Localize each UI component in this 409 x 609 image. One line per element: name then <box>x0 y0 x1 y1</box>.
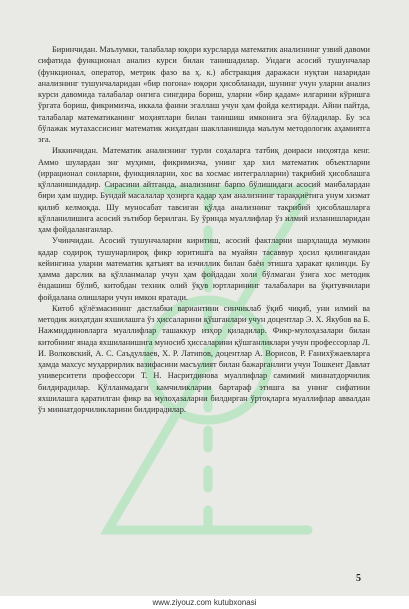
body-text <box>38 44 370 415</box>
paragraph-1: Биринчидан. Маълумки, талабалар юқори курсларда математик анализнинг узвий давоми сифатида функционал анализ курси билан танишадилар. Ундаги асосий тушунчалар (функционал, оператор, метрик фазо ва ҳ. к.) абстракция даражаси нуқтаи назаридан анализнинг тушунчаларидан «бир погона» юқори ҳисобланади, шунинг учун уларни анализ курси давомида талабалар онгига сингдира бориш, уларни «бир қадам» илгарини кўришга ўргата бориш, фикримизча, иккала фанни эгаллаш учун ҳам фойда келтиради. Айни пайтда, талабалар математиканинг моҳиятлари билан танишиш имконига эга бўладилар. Бу эса бўлажак мутахассисинг математик жиҳатдан шаклланишида маълум методологик аҳамиятга эга. <box>38 45 370 144</box>
footer-url-link[interactable]: www.ziyouz.com kutubxonasi <box>152 598 257 607</box>
paragraph-3: Учинчидан. Асосий тушунчаларни киритиш, асосий фактларни шарҳлашда мумкин қадар содироқ тушунарлироқ фикр юритишга ва муайян тасаввур ҳосил қилингандан кейингина уларни математик қатъият ва изчиллик билан баён этишга ҳаракат қилинди. Бу ҳамма дарслик ва қўлланмалар учун ҳам фойдадан холи бўлмаган ўзига хос методик ёндашиш бўлиб, китобдан техник олий ўқув юртларининг талабалари ва ўқитувчилари фойдалана олишлари учун имкон яратади. <box>38 236 370 302</box>
paragraph-2: Иккинчидан. Математик анализнинг турли соҳаларга татбиқ доираси ниҳоятда кенг. Аммо шулардан энг муҳими, фикримизча, унинг ҳар хил математик объектларни (иррационал сонларни, функцияларни, хос ва хосмас интегралларни) тақрибий ҳисоблашга қўлланишидадир. Сирасини айтганда, анализнинг барпо бўлишидаги асосий манбалардан бири ҳам шудир. Бундай масалалар ҳозирга қадар ҳам анализнинг тараққиётига унум хизмат қилиб келмоқда. Шу муносабат тавсиган қўлда анализнинг тақрибий ҳисоблашларга қўлланилишига асосий эътибор берилган. Бу ўринда муаллифлар ўз илмий изланишларидан ҳам фойдаланганлар. <box>38 146 370 234</box>
page-number: 5 <box>356 573 361 584</box>
paragraph-4: Китоб қўлёзмасининг дастлабки вариантини синчиклаб ўқиб чиқиб, уни илмий ва методик жиҳатдан яхшилашга ўз ҳиссаларини қўшганлари учун доцентлар Э. Х. Якубов ва Б. Нажмиддиновларга муаллифлар ташаккур изҳор қиладилар. Фикр-мулоҳазалари билан китобнинг янада яхшиланишига муносиб ҳиссаларини қўшганликлари учун профессорлар Л. И. Волковский, А. С. Саъдуллаев, Х. Р. Латипов, доцентлар А. Ворисов, Р. Ғанихўжаевларга ҳамда махсус муҳаррирлик вазифасини масъулият билан бажарганлиги учун Тошкент Давлат университети профессори Т. Н. Насритдинова муаллифлар самимий миннатдорчилик билдирадилар. Қўлланмадаги камчиликларни бартараф этишга ва унинг сифатини яхшилашга қаратилган фикр ва мулоҳазаларни билдирган ўртоқларга муаллифлар аввалдан ўз миннатдорчиликларини билдирадилар. <box>38 303 370 414</box>
